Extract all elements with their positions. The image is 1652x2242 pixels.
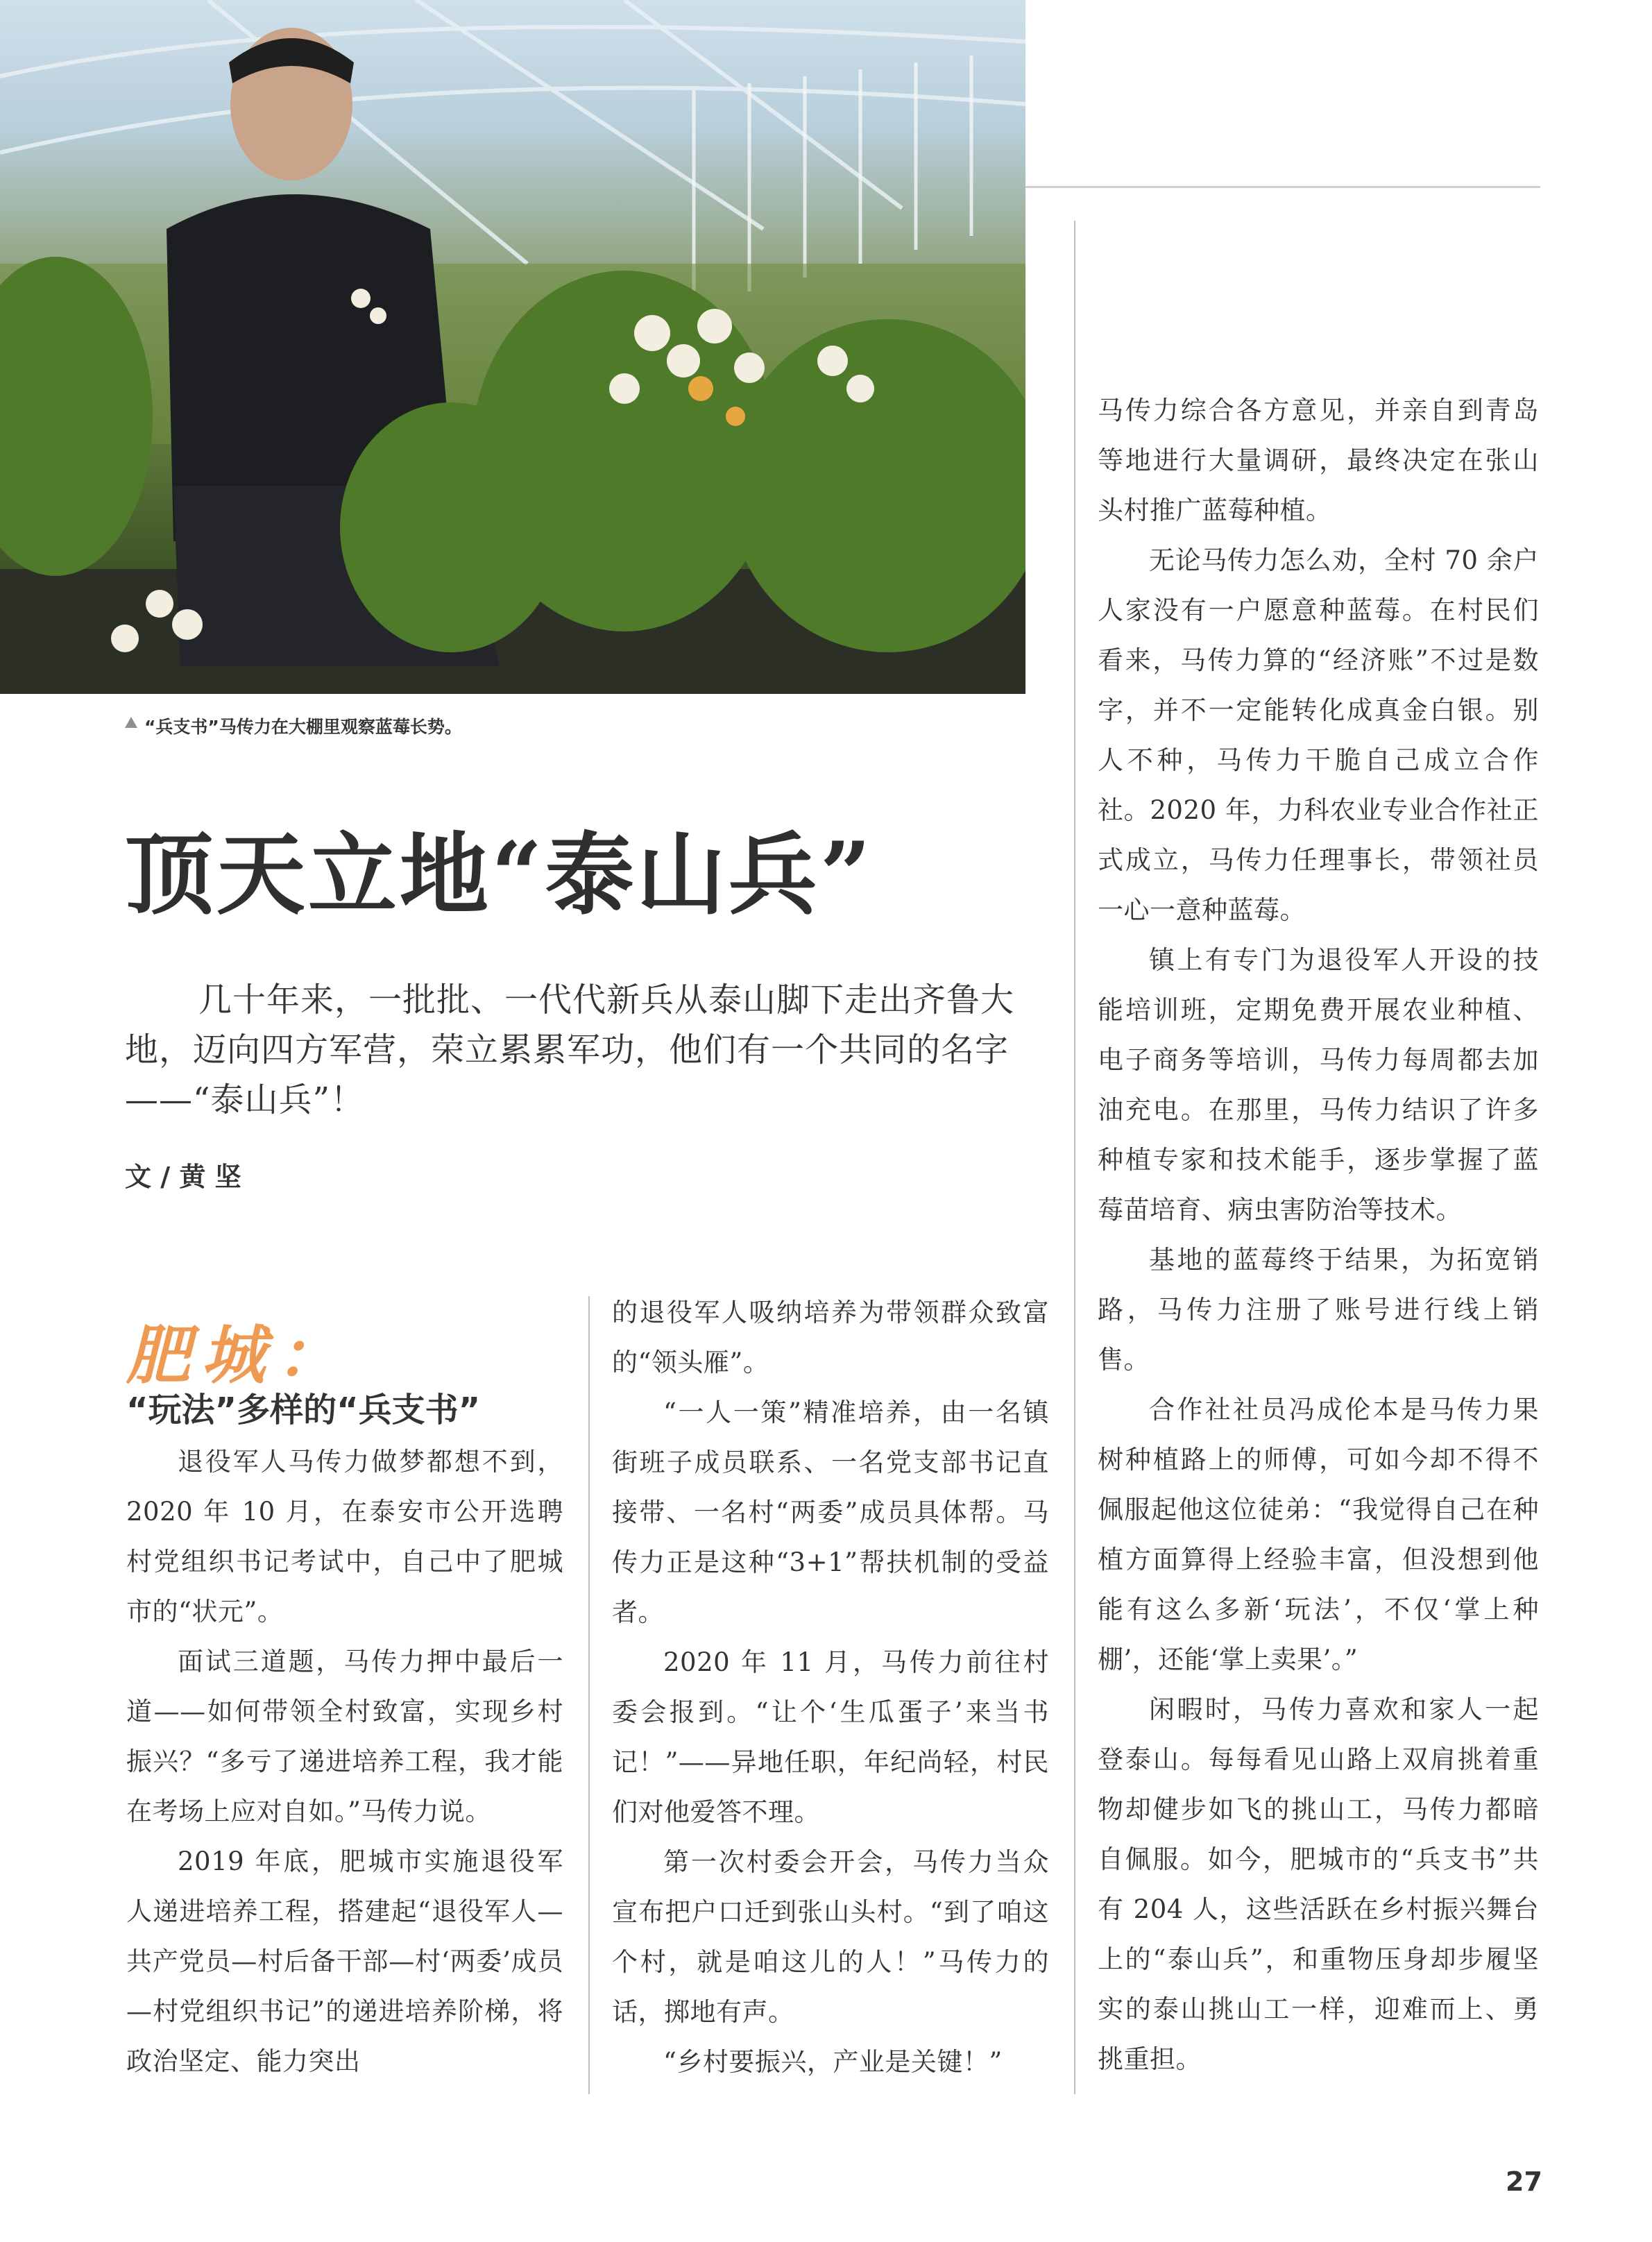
paragraph: 面试三道题，马传力押中最后一道——如何带领全村致富，实现乡村振兴？“多亏了递进培养工程，我才能在考场上应对自如。”马传力说。 [126, 1647, 563, 1826]
paragraph: 合作社社员冯成伦本是马传力果树种植路上的师傅，可如今却不得不佩服起他这位徒弟：“我觉得自己在种植方面算得上经验丰富，但没想到他能有这么多新‘玩法’，不仅‘掌上种棚’，还能‘掌上卖果’。” [1098, 1395, 1539, 1674]
column-2 [612, 1288, 1049, 2087]
greenhouse-photo [0, 0, 1025, 694]
column-1 [126, 1437, 563, 2087]
paragraph: 2020 年 11 月，马传力前往村委会报到。“让个‘生瓜蛋子’来当书记！”——异地任职，年纪尚轻，村民们对他爱答不理。 [612, 1647, 1049, 1827]
paragraph: 第一次村委会开会，马传力当众宣布把户口迁到张山头村。“到了咱这个村，就是咱这儿的人！”马传力的话，掷地有声。 [612, 1847, 1049, 2027]
paragraph: 2019 年底，肥城市实施退役军人递进培养工程，搭建起“退役军人—共产党员—村后备干部—村‘两委’成员—村党组织书记”的递进培养阶梯，将政治坚定、能力突出 [126, 1846, 563, 2076]
paragraph: 退役军人马传力做梦都想不到，2020 年 10 月，在泰安市公开选聘村党组织书记考试中，自己中了肥城市的“状元”。 [126, 1447, 563, 1627]
paragraph: 镇上有专门为退役军人开设的技能培训班，定期免费开展农业种植、电子商务等培训，马传力每周都去加油充电。在那里，马传力结识了许多种植专家和技术能手，逐步掌握了蓝莓苗培育、病虫害防治等技术。 [1098, 945, 1539, 1225]
article-title: 顶天立地“泰山兵” [125, 823, 874, 927]
paragraph-continued: 的退役军人吸纳培养为带领群众致富的“领头雁”。 [612, 1298, 1049, 1377]
paragraph: 基地的蓝莓终于结果，为拓宽销路，马传力注册了账号进行线上销售。 [1098, 1245, 1539, 1375]
section-heading: 肥城： [126, 1318, 352, 1393]
article-lead: 几十年来，一批批、一代代新兵从泰山脚下走出齐鲁大地，迈向四方军营，荣立累累军功，他们有一个共同的名字——“泰山兵”！ [125, 980, 1015, 1119]
paragraph: “乡村要振兴，产业是关键！” [663, 2047, 1003, 2077]
paragraph: 无论马传力怎么劝，全村 70 余户人家没有一户愿意种蓝莓。在村民们看来，马传力算的“经济账”不过是数字，并不一定能转化成真金白银。别人不种，马传力干脆自己成立合作社。2020 年，力科农业专业合作社正式成立，马传力任理事长，带领社员一心一意种蓝莓。 [1098, 545, 1539, 925]
paragraph-continued: 马传力综合各方意见，并亲自到青岛等地进行大量调研，最终决定在张山头村推广蓝莓种植。 [1098, 396, 1539, 525]
paragraph: “一人一策”精准培养，由一名镇街班子成员联系、一名党支部书记直接带、一名村“两委”成员具体帮。马传力正是这种“3+1”帮扶机制的受益者。 [612, 1398, 1049, 1627]
page-number: 27 [1506, 2166, 1542, 2197]
top-rule [1025, 186, 1540, 188]
section-subheading: “玩法”多样的“兵支书” [126, 1391, 481, 1429]
column-divider-right [1074, 221, 1075, 2094]
paragraph: 闲暇时，马传力喜欢和家人一起登泰山。每每看见山路上双肩挑着重物却健步如飞的挑山工，马传力都暗自佩服。如今，肥城市的“兵支书”共有 204 人，这些活跃在乡村振兴舞台上的“泰山兵”，和重物压身却步履坚实的泰山挑山工一样，迎难而上、勇挑重担。 [1098, 1695, 1539, 2074]
greenhouse-photo-illustration [0, 0, 1025, 694]
byline: 文 / 黄 坚 [125, 1162, 241, 1192]
column-divider-middle [588, 1296, 590, 2094]
photo-caption: “兵支书”马传力在大棚里观察蓝莓长势。 [144, 717, 462, 737]
column-3 [1098, 386, 1539, 2084]
triangle-marker-icon [125, 717, 137, 728]
